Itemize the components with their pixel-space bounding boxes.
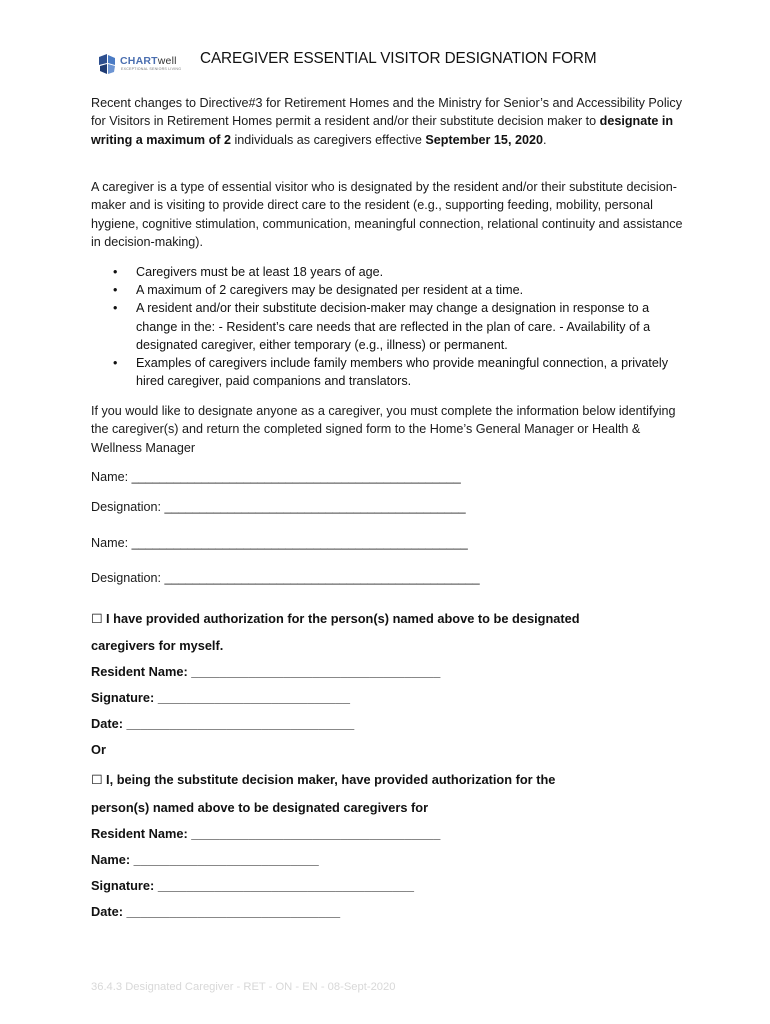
intro-emphasis-date: September 15, 2020: [425, 132, 543, 147]
caregiver1-designation-field[interactable]: Designation: ___________________________________________: [91, 500, 466, 514]
sdm-resident-name-field[interactable]: Resident Name: ___________________________________: [91, 826, 441, 841]
resident-authorization-checkbox[interactable]: ☐ I have provided authorization for the person(s) named above to be designated: [91, 611, 580, 626]
form-title: CAREGIVER ESSENTIAL VISITOR DESIGNATION FORM: [200, 50, 597, 67]
logo-wordmark: CHARTwell: [120, 55, 177, 67]
list-item: • Examples of caregivers include family members who provide meaningful connection, a privately hired caregiver, paid companions and translators.: [113, 354, 693, 390]
instructions-paragraph: If you would like to designate anyone as a caregiver, you must complete the information below identifying the caregiver(s) and return the completed signed form to the Home’s General Manager or Health & Wellness Manager: [91, 404, 676, 455]
chartwell-logo: [96, 52, 182, 76]
sdm-signature-field[interactable]: Signature: ____________________________________: [91, 878, 415, 893]
caregiver-rules-list: [113, 263, 693, 390]
sdm-authorization-text: person(s) named above to be designated caregivers for: [91, 800, 429, 815]
intro-emphasis-maximum: designate in writing a maximum of 2: [91, 114, 674, 147]
sdm-name-field[interactable]: Name: __________________________: [91, 852, 319, 867]
caregiver-definition: A caregiver is a type of essential visitor who is designated by the resident and/or their substitute decision-maker and is visiting to provide direct care to the resident (e.g., supporting feeding, mobility, personal hygiene, cognitive stimulation, communication, meaningful connection, relational continuity and assistance in decision-making).: [91, 180, 683, 250]
resident-signature-field[interactable]: Signature: ___________________________: [91, 690, 350, 705]
list-item: • A maximum of 2 caregivers may be designated per resident at a time.: [113, 281, 693, 299]
sdm-authorization-checkbox[interactable]: ☐ I, being the substitute decision maker, have provided authorization for the: [91, 772, 556, 787]
list-item: • A resident and/or their substitute decision-maker may change a designation in response to a change in the: - Resident’s care needs that are reflected in the plan of care. - Availability of a designated caregiver, either temporary (e.g., illness) or permanent.: [113, 299, 693, 354]
intro-paragraph: Recent changes to Directive#3 for Retirement Homes and the Ministry for Senior’s and Accessibility Policy for Visitors in Retirement Homes permit a resident and/or their substitute decision maker to designate in writing a maximum of 2 individuals as caregivers effective September 15, 2020.: [91, 96, 683, 147]
or-separator: Or: [91, 742, 106, 757]
list-item: • Caregivers must be at least 18 years of age.: [113, 263, 693, 281]
caregiver2-designation-field[interactable]: Designation: _____________________________________________: [91, 571, 480, 585]
sdm-date-field[interactable]: Date: ______________________________: [91, 904, 341, 919]
chartwell-logo-icon: [96, 52, 120, 76]
caregiver1-name-field[interactable]: Name: _______________________________________________: [91, 470, 461, 484]
caregiver2-name-field[interactable]: Name: ________________________________________________: [91, 536, 468, 550]
logo-tagline: EXCEPTIONAL SENIORS LIVING: [121, 67, 182, 71]
resident-authorization-text: caregivers for myself.: [91, 638, 224, 653]
document-footer: 36.4.3 Designated Caregiver - RET - ON - EN - 08-Sept-2020: [91, 981, 396, 993]
resident-date-field[interactable]: Date: ________________________________: [91, 716, 355, 731]
resident-name-field[interactable]: Resident Name: ___________________________________: [91, 664, 441, 679]
